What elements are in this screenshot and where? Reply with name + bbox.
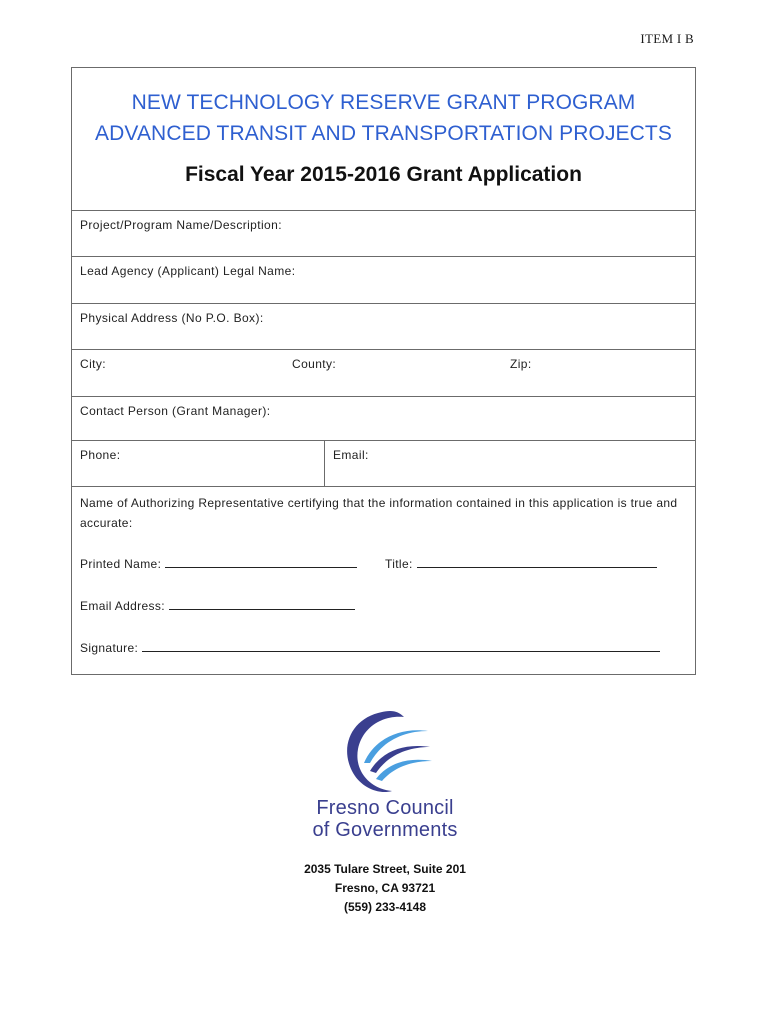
- address-city: Fresno, CA 93721: [334, 881, 436, 895]
- form-header: [72, 68, 695, 211]
- physical-address-field[interactable]: [72, 304, 695, 350]
- city-county-zip-row[interactable]: [72, 350, 695, 397]
- org-address: [0, 860, 770, 917]
- zip-label: Zip:: [510, 357, 532, 371]
- address-street: 2035 Tulare Street, Suite 201: [304, 862, 466, 876]
- email-label: Email:: [333, 448, 369, 462]
- signature-line[interactable]: [80, 639, 660, 655]
- email-address-underline[interactable]: [169, 597, 355, 610]
- swoosh-logo-icon: [330, 705, 440, 797]
- title-label: Title:: [385, 557, 413, 571]
- program-subtitle: ADVANCED TRANSIT AND TRANSPORTATION PROJECTS: [95, 122, 672, 145]
- project-name-label: Project/Program Name/Description:: [80, 218, 282, 232]
- printed-name-line[interactable]: [80, 555, 357, 571]
- org-name-line2: of Governments: [312, 819, 458, 841]
- program-title: NEW TECHNOLOGY RESERVE GRANT PROGRAM: [131, 91, 636, 114]
- lead-agency-field[interactable]: [72, 257, 695, 304]
- phone-email-row[interactable]: [72, 441, 695, 487]
- phone-label: Phone:: [80, 448, 121, 462]
- column-divider: [324, 441, 325, 486]
- physical-address-label: Physical Address (No P.O. Box):: [80, 311, 264, 325]
- city-label: City:: [80, 357, 106, 371]
- title-line[interactable]: [385, 555, 657, 571]
- contact-person-field[interactable]: [72, 397, 695, 441]
- contact-person-label: Contact Person (Grant Manager):: [80, 404, 271, 418]
- county-label: County:: [292, 357, 337, 371]
- grant-application-form: [71, 67, 696, 675]
- org-name-line1: Fresno Council: [316, 797, 454, 819]
- printed-name-label: Printed Name:: [80, 557, 162, 571]
- signature-underline[interactable]: [142, 639, 660, 652]
- signature-label: Signature:: [80, 641, 139, 655]
- project-name-field[interactable]: [72, 211, 695, 257]
- lead-agency-label: Lead Agency (Applicant) Legal Name:: [80, 264, 296, 278]
- email-address-label: Email Address:: [80, 599, 165, 613]
- printed-name-underline[interactable]: [165, 555, 357, 568]
- application-title: Fiscal Year 2015-2016 Grant Application: [185, 163, 582, 186]
- title-underline[interactable]: [417, 555, 657, 568]
- email-address-line[interactable]: [80, 597, 355, 613]
- address-phone: (559) 233-4148: [343, 900, 427, 914]
- certification-statement: Name of Authorizing Representative certifying that the information contained in this application is true and accurate:: [80, 496, 678, 530]
- item-label: ITEM I B: [640, 31, 694, 46]
- fresno-cog-logo: [300, 705, 470, 855]
